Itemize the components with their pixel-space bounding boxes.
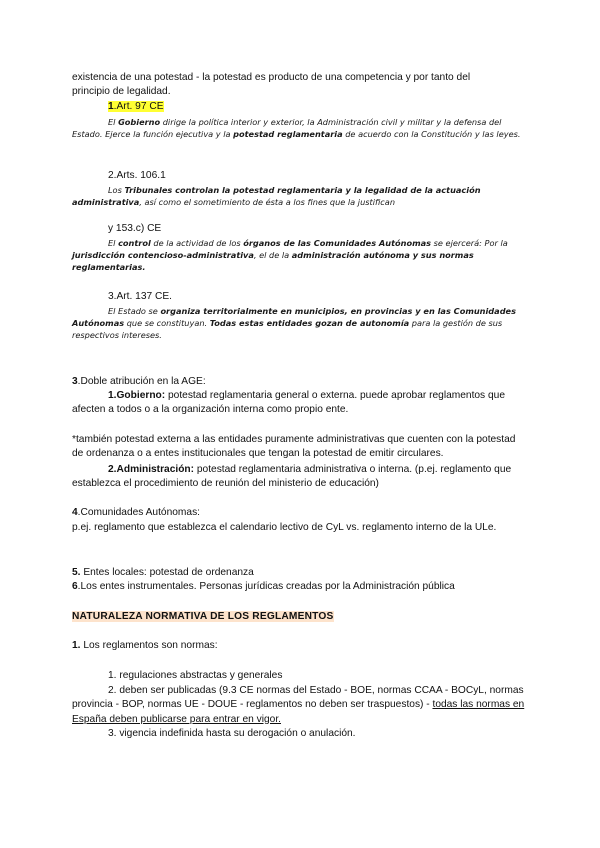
intro-paragraph — [72, 71, 527, 100]
ref-art-97-quote: El Gobierno dirige la política interior y exterior, la Administración civil y militar y la defensa del Estado. Ejerce la función ejecutiva y la potestad reglamentaria de acuerdo con la Constitución y las leyes. — [72, 117, 521, 140]
ref-art-137-label: 3.Art. 137 CE. — [108, 291, 172, 302]
section-heading — [72, 610, 527, 624]
section-3-title: 3.Doble atribución en la AGE: — [72, 376, 206, 387]
norms-item-2-underlined: todas las normas en España deben publicarse para entrar en vigor. — [72, 699, 525, 725]
ref-1-label: .Art. 97 CE — [113, 101, 164, 112]
section-4-title: 4.Comunidades Autónomas: — [72, 507, 200, 518]
norms-item-3: 3. vigencia indefinida hasta su derogación o anulación. — [108, 728, 356, 739]
section-3-administracion: 2.Administración: potestad reglamentaria administrativa o interna. (p.ej. reglamento que establezca el procedimiento de reunión del ministerio de educación) — [72, 464, 512, 490]
intro-line-1: existencia de una potestad - la potestad es producto de una competencia y por tanto del — [72, 72, 471, 83]
ref-art-106-label: 2.Arts. 106.1 — [108, 170, 166, 181]
section-4-text: p.ej. reglamento que establezca el calendario lectivo de CyL vs. reglamento interno de la ULe. — [72, 522, 497, 533]
intro-line-2: principio de legalidad. — [72, 86, 171, 98]
norms-title: 1. Los reglamentos son normas: — [72, 640, 218, 651]
ref-art-137-quote: El Estado se organiza territorialmente en municipios, en provincias y en las Comunidades Autónomas que se constituyan. Todas estas entidades gozan de autonomía para la gestión de sus respectivos intereses. — [72, 306, 516, 341]
ref-1-number: 1 — [108, 101, 114, 112]
ref-art-106-quote: Los Tribunales controlan la potestad reglamentaria y la legalidad de la actuación administrativa, así como el sometimiento de ésta a los fines que la justifican — [72, 185, 481, 208]
ref-art-97-label — [72, 100, 563, 114]
ref-art-153-label: y 153.c) CE — [108, 223, 162, 234]
norms-item-2: 2. deben ser publicadas (9.3 CE normas del Estado - BOE, normas CCAA - BOCyL, normas provincia - BOP, normas UE - DOUE - reglamentos no deben ser traspuestos) - todas las normas en España deben publicarse para entrar en vigor. — [72, 685, 525, 725]
section-3-gobierno: 1.Gobierno: potestad reglamentaria general o externa. puede aprobar reglamentos que afecten a todos o a la organización interna como propio ente. — [72, 390, 505, 416]
ref-art-153-quote: El control de la actividad de los órganos de las Comunidades Autónomas se ejercerá: Por la jurisdicción contencioso-administrativa, el de la administración autónoma y sus normas reglamentarias. — [72, 238, 508, 273]
section-5: 5. Entes locales: potestad de ordenanza — [72, 567, 254, 578]
section-6: 6.Los entes instrumentales. Personas jurídicas creadas por la Administración pública — [72, 581, 455, 592]
norms-item-1: 1. regulaciones abstractas y generales — [108, 670, 283, 681]
section-3-note: *también potestad externa a las entidades puramente administrativas que cuenten con la potestad de ordenanza o a entes institucionales que tengan la potestad de emitir circulares. — [72, 434, 516, 460]
heading-naturaleza-normativa: NATURALEZA NORMATIVA DE LOS REGLAMENTOS — [72, 611, 334, 622]
